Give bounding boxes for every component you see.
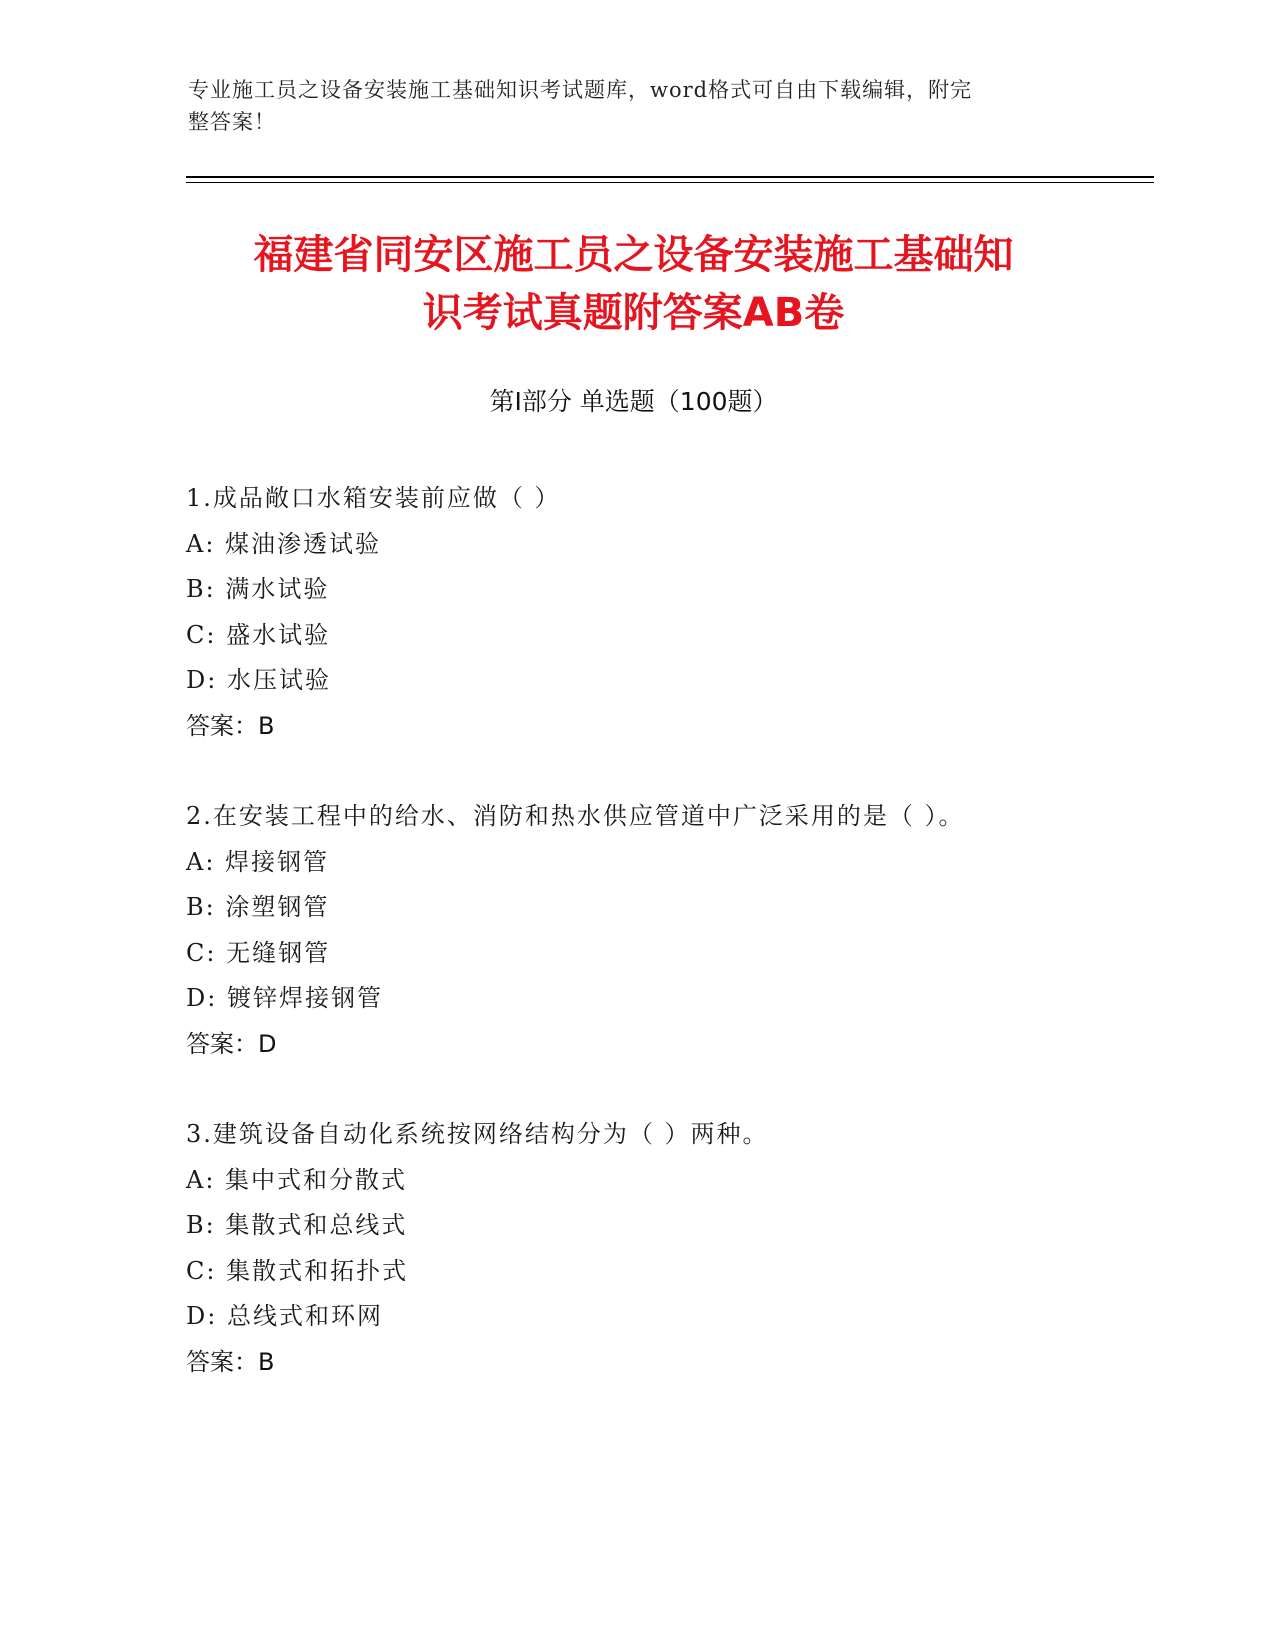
header-divider-thick	[186, 176, 1154, 178]
question-3	[186, 1112, 1106, 1385]
option-b: B: 满水试验	[186, 575, 330, 603]
option-a: A: 集中式和分散式	[186, 1165, 408, 1194]
header-note-line-1: 专业施工员之设备安装施工基础知识考试题库，word格式可自由下载编辑，附完	[188, 78, 973, 102]
option-d: D: 总线式和环网	[186, 1302, 383, 1330]
question-stem: 3.建筑设备自动化系统按网络结构分为（ ）两种。	[186, 1120, 769, 1148]
question-list	[186, 476, 1106, 1430]
option-a: A: 焊接钢管	[186, 847, 330, 876]
header-divider-thin	[186, 182, 1154, 183]
question-1	[186, 476, 1106, 749]
option-a: A: 煤油渗透试验	[186, 529, 382, 558]
answer: 答案：B	[186, 1347, 275, 1376]
question-stem: 1.成品敞口水箱安装前应做（ ）	[186, 484, 561, 512]
option-c: C: 盛水试验	[186, 620, 331, 649]
option-b: B: 涂塑钢管	[186, 893, 330, 921]
document-title-line-1: 福建省同安区施工员之设备安装施工基础知	[253, 232, 1014, 278]
answer: 答案：B	[186, 711, 275, 740]
option-c: C: 集散式和拓扑式	[186, 1256, 409, 1285]
option-b: B: 集散式和总线式	[186, 1211, 408, 1239]
option-c: C: 无缝钢管	[186, 938, 331, 967]
question-stem: 2.在安装工程中的给水、消防和热水供应管道中广泛采用的是（ ）。	[186, 802, 965, 830]
header-note	[188, 74, 1088, 138]
answer: 答案：D	[186, 1029, 277, 1058]
document-title	[186, 226, 1081, 342]
document-title-line-2: 识考试真题附答案AB卷	[422, 290, 845, 336]
option-d: D: 镀锌焊接钢管	[186, 984, 383, 1012]
header-note-line-2: 整答案！	[188, 110, 276, 134]
option-d: D: 水压试验	[186, 666, 331, 694]
question-2	[186, 794, 1106, 1067]
section-heading: 第Ⅰ部分 单选题（100题）	[489, 387, 778, 416]
